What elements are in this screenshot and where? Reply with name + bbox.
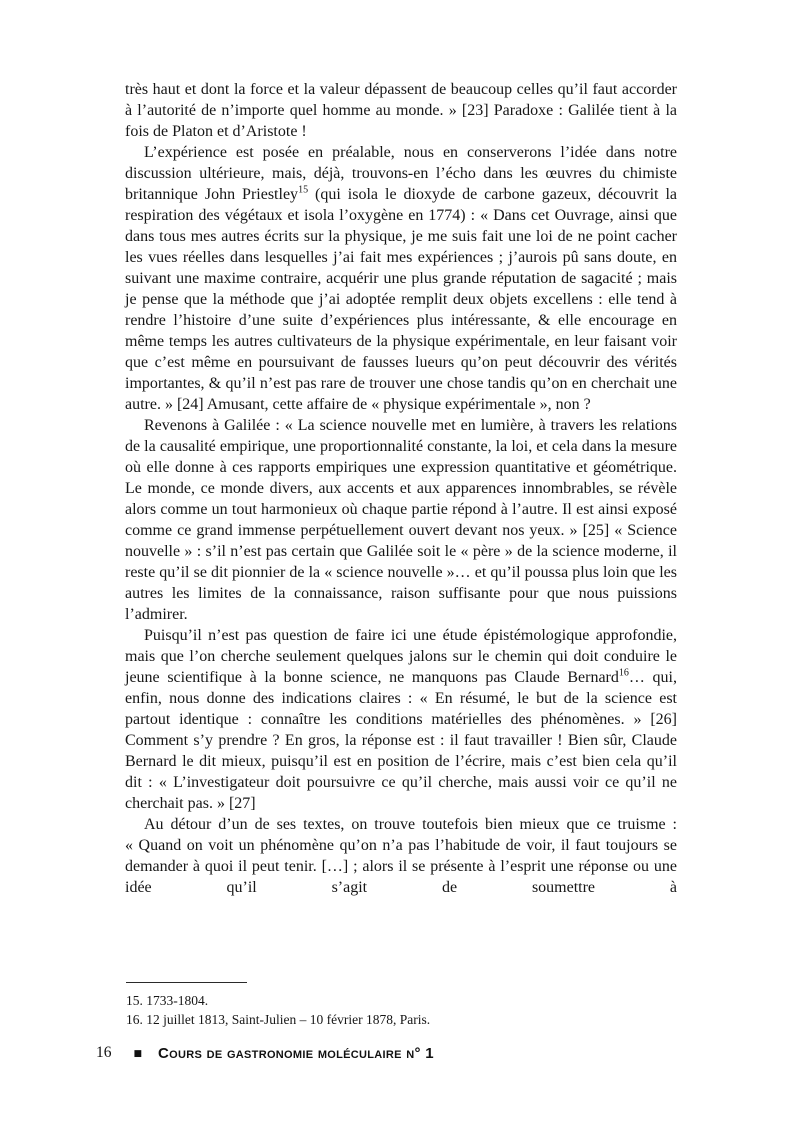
paragraph-text: Puisqu’il n’est pas question de faire ici une étude épistémologique approfondie, mais que l’on cherche seulement quelques jalons sur le chemin qui doit conduire le jeune scientifique à la bonne science, ne manquons pas Claude Bernard <box>125 627 677 686</box>
footnote-16: 16. 12 juillet 1813, Saint-Julien – 10 février 1878, Paris. <box>126 1011 431 1027</box>
footnote-ref-16: 16 <box>618 667 629 679</box>
paragraph-text: (qui isola le dioxyde de carbone gazeux, découvrit la respiration des végétaux et isola l’oxygène en 1774) : « Dans cet Ouvrage, ainsi que dans tous mes autres écrits sur la physique, je me suis fait une loi de ne point cacher les vues réelles dans lesquelles j’ai fait mes expériences ; j’aurois pû sans doute, en suivant une maxime contraire, acquérir une plus grande réputation de sagacité ; mais je pense que la méthode que j’ai adoptée remplit deux objets excellens : elle tend à rendre l’histoire d’une suite d’expériences plus intéressante, & elle encourage en même temps les autres cultivateurs de la physique expérimentale, en leur faisant voir que c’est même en poursuivant de fausses lueurs qu’on peut découvrir des vérités importantes, & qu’il n’est pas rare de trouver une chose tandis qu’on en cherchait une autre. » [24] Amusant, cette affaire de « physique expérimentale », non ? <box>125 186 678 413</box>
paragraph-continued-from-previous-page: très haut et dont la force et la valeur dépassent de beaucoup celles qu’il faut accorder à l’autorité de n’importe quel homme au monde. » [23] Paradoxe : Galilée tient à la fois de Platon et d’Aristote ! <box>125 81 677 140</box>
footnote-ref-15: 15 <box>298 184 309 196</box>
page-footer <box>96 1044 434 1062</box>
paragraph-experience-priestley <box>125 142 677 415</box>
paragraph-au-detour: Au détour d’un de ses textes, on trouve toutefois bien mieux que ce truisme : « Quand on voit un phénomène qu’on n’a pas l’habitude de voir, il faut toujours se demander à quoi il peut tenir. […] ; alors il se présente à l’esprit une réponse ou une idée qu’il s’agit de soumettre à <box>125 816 677 896</box>
paragraph-claude-bernard <box>125 625 677 814</box>
paragraph-text: L’expérience est posée en préalable, nous en conserverons l’idée dans notre discussion ultérieure, mais, déjà, trouvons-en l’écho dans les œuvres du chimiste britannique John Priestley <box>125 144 677 203</box>
square-bullet-icon: ■ <box>133 1048 143 1059</box>
footnote-15: 15. 1733-1804. <box>126 993 209 1008</box>
paragraph-galilee-science-nouvelle: Revenons à Galilée : « La science nouvelle met en lumière, à travers les relations de la causalité empirique, une proportionnalité constante, la loi, et cela dans la mesure où elle donne à ces rapports empiriques une expression quantitative et géométrique. Le monde, ce monde divers, aux accents et aux apparences innombrables, se révèle alors comme un tout harmonieux où chaque partie répond à l’autre. Il est ainsi exposé comme ce grand immense perpétuellement ouvert devant nos yeux. » [25] « Science nouvelle » : s’il n’est pas certain que Galilée soit le « père » de la science moderne, il reste qu’il se dit pionnier de la « science nouvelle »… et qu’il poussa plus loin que les autres les limites de la connaissance, raison suffisante pour que nous puissions l’admirer. <box>125 417 677 623</box>
footnote-separator-rule <box>126 982 247 983</box>
body-text <box>125 79 677 898</box>
footnotes-section <box>126 982 678 1029</box>
paragraph-text: … qui, enfin, nous donne des indications claires : « En résumé, le but de la science est partout identique : connaître les conditions matérielles des phénomènes. » [26] Comment s’y prendre ? En gros, la réponse est : il faut travailler ! Bien sûr, Claude Bernard le dit mieux, puisqu’il est en position de l’écrire, mais c’est bien cela qu’il dit : « L’investigateur doit poursuivre ce qu’il cherche, mais aussi voir ce qu’il ne cherchait pas. » [27] <box>125 669 678 812</box>
book-title: Cours de gastronomie moléculaire n° 1 <box>158 1044 434 1062</box>
page-number: 16 <box>96 1044 112 1061</box>
